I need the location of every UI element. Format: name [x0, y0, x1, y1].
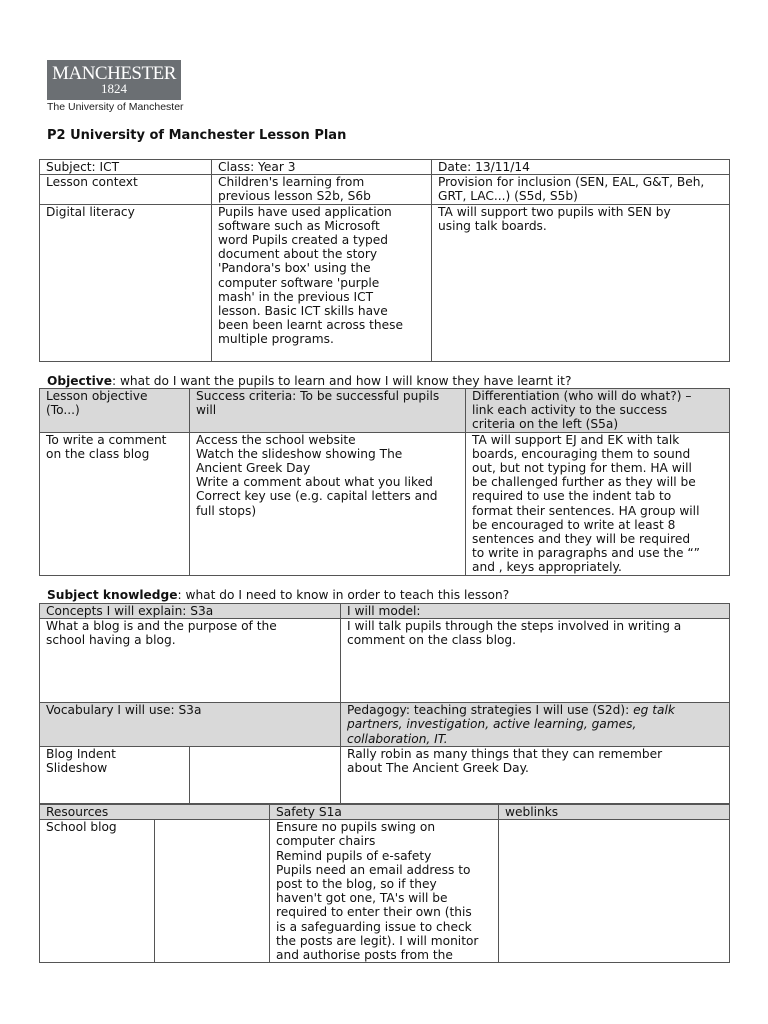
lesson-objective-cell	[40, 432, 190, 575]
text-line: Remind pupils of e-safety	[276, 848, 432, 863]
inclusion-cell	[432, 175, 730, 204]
text-line: be challenged further as they will be	[472, 475, 696, 490]
text-line: Pupils need an email address to	[276, 862, 471, 877]
text-line: partners, investigation, active learning, games,	[347, 717, 637, 732]
text-line: 'Pandora's box' using the	[218, 261, 371, 276]
page-title: P2 University of Manchester Lesson Plan	[47, 128, 347, 143]
class-cell: Class: Year 3	[212, 160, 432, 175]
differentiation-header	[466, 389, 730, 433]
text-line: Provision for inclusion (SEN, EAL, G&T, Beh,	[438, 175, 705, 190]
concepts-cell	[40, 619, 341, 703]
text-line: be encouraged to write at least 8	[472, 517, 676, 532]
success-criteria-cell	[190, 432, 466, 575]
objective-label: Objective	[47, 374, 112, 388]
text-line: boards, encouraging them to sound	[472, 446, 691, 461]
pedagogy-label: Pedagogy: teaching strategies I will use (S2d):	[347, 703, 634, 718]
resources-header: Resources	[40, 805, 270, 820]
model-header: I will model:	[341, 604, 730, 619]
pedagogy-header	[341, 703, 730, 747]
ta-support-cell	[432, 204, 730, 361]
date-cell: Date: 13/11/14	[432, 160, 730, 175]
text-line: TA will support two pupils with SEN by	[438, 204, 671, 219]
text-line: I will talk pupils through the steps involved in writing a	[347, 619, 682, 634]
pedagogy-cell	[341, 747, 730, 804]
text-line: criteria on the left (S5a)	[472, 417, 619, 432]
text-line: Correct key use (e.g. capital letters and	[196, 489, 438, 504]
digital-literacy-label: Digital literacy	[40, 204, 212, 361]
objective-heading	[47, 374, 571, 388]
weblinks-cell	[499, 820, 730, 963]
success-criteria-header	[190, 389, 466, 433]
text-line: about The Ancient Greek Day.	[347, 761, 529, 776]
text-line: comment on the class blog.	[347, 633, 517, 648]
knowledge-heading	[47, 588, 509, 602]
text-line: (To...)	[46, 403, 80, 418]
lesson-objective-header	[40, 389, 190, 433]
text-line: and authorise posts from the	[276, 948, 453, 963]
text-line: link each activity to the success	[472, 403, 668, 418]
text-line: Watch the slideshow showing The	[196, 446, 403, 461]
logo-name: MANCHESTER	[52, 63, 176, 84]
knowledge-text: : what do I need to know in order to teach this lesson?	[177, 588, 510, 602]
text-line: and , keys appropriately.	[472, 560, 622, 575]
vocabulary-header: Vocabulary I will use: S3a	[40, 703, 341, 747]
objective-text: : what do I want the pupils to learn and how I will know they have learnt it?	[111, 374, 572, 388]
text-line: using talk boards.	[438, 218, 547, 233]
text-line: software such as Microsoft	[218, 218, 380, 233]
logo-subtitle: The University of Manchester	[47, 101, 184, 113]
text-line: GRT, LAC...) (S5d, S5b)	[438, 189, 578, 204]
text-line: Success criteria: To be successful pupils	[196, 389, 440, 403]
objective-table	[39, 388, 730, 576]
text-line: document about the story	[218, 247, 378, 262]
text-line: format their sentences. HA group will	[472, 503, 700, 518]
lesson-context-label: Lesson context	[40, 175, 212, 204]
concepts-header: Concepts I will explain: S3a	[40, 604, 341, 619]
text-line: on the class blog	[46, 446, 150, 461]
text-line: computer chairs	[276, 834, 376, 849]
text-line: the posts are legit). I will monitor	[276, 933, 479, 948]
text-line: Rally robin as many things that they can remember	[347, 747, 663, 762]
differentiation-cell	[466, 432, 730, 575]
text-line: What a blog is and the purpose of the	[46, 619, 277, 634]
text-line: Ancient Greek Day	[196, 461, 311, 476]
text-line: school having a blog.	[46, 633, 176, 648]
text-line: To write a comment	[46, 432, 167, 447]
resource-item-cell: School blog	[40, 820, 155, 963]
lesson-info-table	[39, 159, 730, 362]
knowledge-label: Subject knowledge	[47, 588, 178, 602]
knowledge-table	[39, 603, 730, 804]
text-line: Slideshow	[46, 761, 108, 776]
text-line: collaboration, IT.	[347, 731, 448, 746]
text-line: full stops)	[196, 503, 257, 518]
text-line: been been learnt across these	[218, 318, 403, 333]
weblinks-header: weblinks	[499, 805, 730, 820]
digital-literacy-cell	[212, 204, 432, 361]
text-line: Write a comment about what you liked	[196, 475, 433, 490]
text-line: Pupils have used application	[218, 204, 392, 219]
text-line: Blog Indent	[46, 747, 116, 762]
text-line: required to enter their own (this	[276, 905, 472, 920]
text-line: computer software 'purple	[218, 275, 380, 290]
text-line: sentences and they will be required	[472, 532, 691, 547]
text-line: previous lesson S2b, S6b	[218, 189, 371, 204]
text-line: out, but not typing for them. HA will	[472, 461, 692, 476]
safety-header: Safety S1a	[270, 805, 499, 820]
model-cell	[341, 619, 730, 703]
text-line: is a safeguarding issue to check	[276, 919, 472, 934]
text-line: Children's learning from	[218, 175, 365, 190]
text-line: Access the school website	[196, 432, 356, 447]
subject-cell: Subject: ICT	[40, 160, 212, 175]
resource-empty-cell	[155, 820, 270, 963]
vocabulary-cell	[40, 747, 190, 804]
logo-year: 1824	[101, 81, 127, 96]
text-line: required to use the indent tab to	[472, 489, 672, 504]
text-line: mash' in the previous ICT	[218, 289, 374, 304]
text-line: Differentiation (who will do what?) –	[472, 389, 692, 403]
pedagogy-examples: eg talk	[633, 703, 675, 718]
text-line: haven't got one, TA's will be	[276, 891, 448, 906]
text-line: TA will support EJ and EK with talk	[472, 432, 680, 447]
lesson-context-cell	[212, 175, 432, 204]
text-line: lesson. Basic ICT skills have	[218, 304, 388, 319]
text-line: to write in paragraphs and use the “”	[472, 546, 700, 561]
text-line: Lesson objective	[46, 389, 148, 403]
text-line: will	[196, 403, 217, 418]
text-line: word Pupils created a typed	[218, 233, 389, 248]
vocabulary-empty-cell	[190, 747, 341, 804]
safety-cell	[270, 820, 499, 963]
university-logo	[47, 60, 181, 100]
text-line: multiple programs.	[218, 332, 334, 347]
text-line: post to the blog, so if they	[276, 877, 437, 892]
text-line: Ensure no pupils swing on	[276, 820, 436, 835]
resources-table	[39, 804, 730, 963]
